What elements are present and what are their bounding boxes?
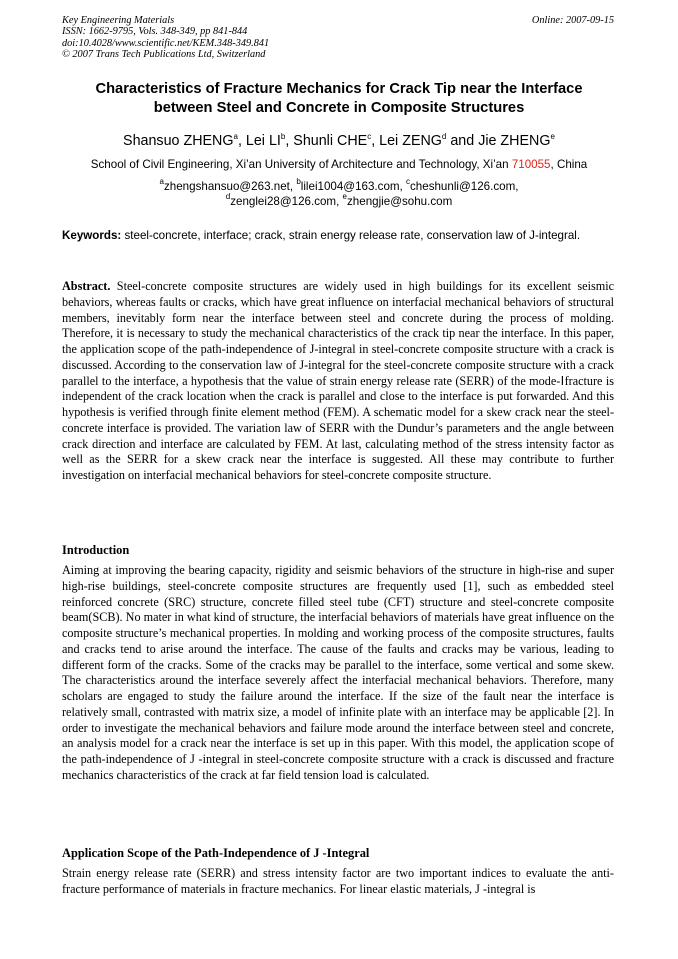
journal-copyright: © 2007 Trans Tech Publications Ltd, Switzerland: [62, 49, 266, 61]
author-1: [123, 133, 238, 149]
keywords-label: Keywords:: [62, 229, 122, 242]
affiliation: [40, 157, 638, 172]
postcode: 710055: [511, 158, 551, 171]
abstract: [62, 279, 614, 484]
email-line-1: $^a$zhengshansuo@263.net, $^b$lilei1004@163.com, $^c$cheshunli@126.com,: [159, 177, 519, 193]
application-scope-heading: Application Scope of the Path-Independence of J -Integral: [62, 846, 370, 860]
author-name: Shunli CHE: [293, 133, 368, 149]
email-mark: b: [296, 177, 301, 186]
affiliation-country: , China: [550, 158, 588, 171]
introduction-heading: Introduction: [62, 543, 130, 557]
author-name: Jie ZHENG: [478, 133, 551, 149]
author-mark: a: [233, 132, 238, 141]
author-name: Lei LI: [245, 133, 281, 149]
author-separator: ,: [285, 133, 294, 149]
email-mark: c: [406, 177, 410, 186]
title-line-2: between Steel and Concrete in Composite Structures: [153, 100, 525, 116]
email-mark: a: [159, 177, 164, 186]
author-mark: b: [280, 132, 286, 141]
online-date: Online: 2007-09-15: [531, 15, 614, 26]
abstract-label: Abstract.: [62, 279, 111, 293]
email-address[interactable]: zhengshansuo@263.net: [163, 180, 290, 193]
author-name: Lei ZENG: [379, 133, 442, 149]
email-line-2: $^d$zenglei28@126.com, $^e$zhengjie@sohu.com: [225, 192, 453, 208]
keywords: [62, 228, 614, 244]
journal-issn: ISSN: 1662-9795, Vols. 348-349, pp 841-844: [62, 26, 248, 38]
affiliation-text: School of Civil Engineering, Xi’an University of Architecture and Technology, Xi’an: [90, 158, 512, 171]
author-separator: and: [446, 133, 479, 149]
email-address[interactable]: zenglei28@126.com: [230, 195, 337, 208]
email-address[interactable]: zhengjie@sohu.com: [347, 195, 453, 208]
introduction-text: Aiming at improving the bearing capacity, rigidity and seismic behaviors of the structure in high-rise and super high-rise buildings, steel-concrete composite structures are frequently used [1], such as embedded steel reinforced concrete (SRC) structure, concrete filled steel tube (CFT) structure and steel-concrete composite beam(SCB). No mater in what kind of structure, the interfacial behaviors of materials have great influence on the composite structure’s mechanical properties. In molding and working process of the composite structures, faults and cracks tend to arise around the interface. The cause of the faults and cracks may be various, leading to different form of the cracks. Some of the cracks may be parallel to the interface, some vertical and some skew. The characteristics around the interface severely affect the interfacial mechanical behaviors. Therefore, many scholars are engaged to study the failure around the interface. If the size of the fault near the interface is relatively small, contrasted with matrix size, a model of infinite plate with an interface may be applicable [2]. In order to investigate the mechanical behaviors and failure mode around the interface between steel and concrete, an analysis model for a crack near the interface is set up in this paper. With this model, the application scope of the path-independence of J -integral in steel-concrete composite structure with a crack is discussed and fracture mechanics characteristics of the crack at far field tension load is calculated.: [62, 563, 614, 782]
author-3: [293, 133, 371, 149]
author-5: [478, 133, 555, 149]
title-line-1: Characteristics of Fracture Mechanics for Crack Tip near the Interface: [95, 81, 583, 97]
paper-title: [50, 80, 628, 118]
author-emails: [40, 179, 638, 209]
journal-name: Key Engineering Materials: [62, 15, 175, 26]
author-2: [246, 133, 285, 149]
author-name: Shansuo ZHENG: [123, 133, 234, 149]
journal-doi: doi:10.4028/www.scientific.net/KEM.348-349.841: [62, 37, 270, 49]
author-mark: d: [441, 132, 447, 141]
keywords-text: steel-concrete, interface; crack, strain energy release rate, conservation law of J-integral.: [121, 229, 581, 242]
author-4: [379, 133, 446, 149]
journal-header: [62, 15, 614, 61]
author-mark: e: [550, 132, 555, 141]
email-address[interactable]: cheshunli@126.com: [410, 180, 516, 193]
author-separator: ,: [237, 133, 246, 149]
author-mark: c: [367, 132, 372, 141]
email-mark: d: [225, 192, 231, 201]
application-scope-text: Strain energy release rate (SERR) and stress intensity factor are two important indices to evaluate the anti-fracture performance of materials in fracture mechanics. For linear elastic materials, J -integral is: [62, 866, 614, 896]
email-address[interactable]: lilei1004@163.com: [300, 180, 400, 193]
abstract-text: Steel-concrete composite structures are widely used in high buildings for its excellent seismic behaviors, whereas faults or cracks, which have great influence on interfacial mechanical behaviors of structural members, inevitably form near the interface between steel and concrete during the process of molding. Therefore, it is necessary to study the mechanical characteristics of the crack tip near the interface. In this paper, the application scope of the path-independence of J-integral in steel-concrete composite structure with a crack is discussed. According to the conservation law of J-integral for the steel-concrete composite structure with a crack parallel to the interface, a hypothesis that the value of strain energy release rate (SERR) of the mode-Ⅰfracture is independent of the crack location when the crack is parallel and close to the interface is put forwarded. And this hypothesis is verified through finite element method (FEM). A schematic model for a skew crack near the steel-concrete interface is provided. The variation law of SERR with the Dundur’s parameters and the angle between crack direction and interface are calculated by FEM. At last, calculating method of the stress intensity factor as well as the SERR for a skew crack near the interface is suggested. All these may contribute to further investigation on interfacial mechanical behaviors for steel-concrete composite structure.: [62, 279, 614, 482]
email-mark: e: [342, 192, 347, 201]
author-list: [40, 132, 638, 150]
author-separator: ,: [371, 133, 380, 149]
